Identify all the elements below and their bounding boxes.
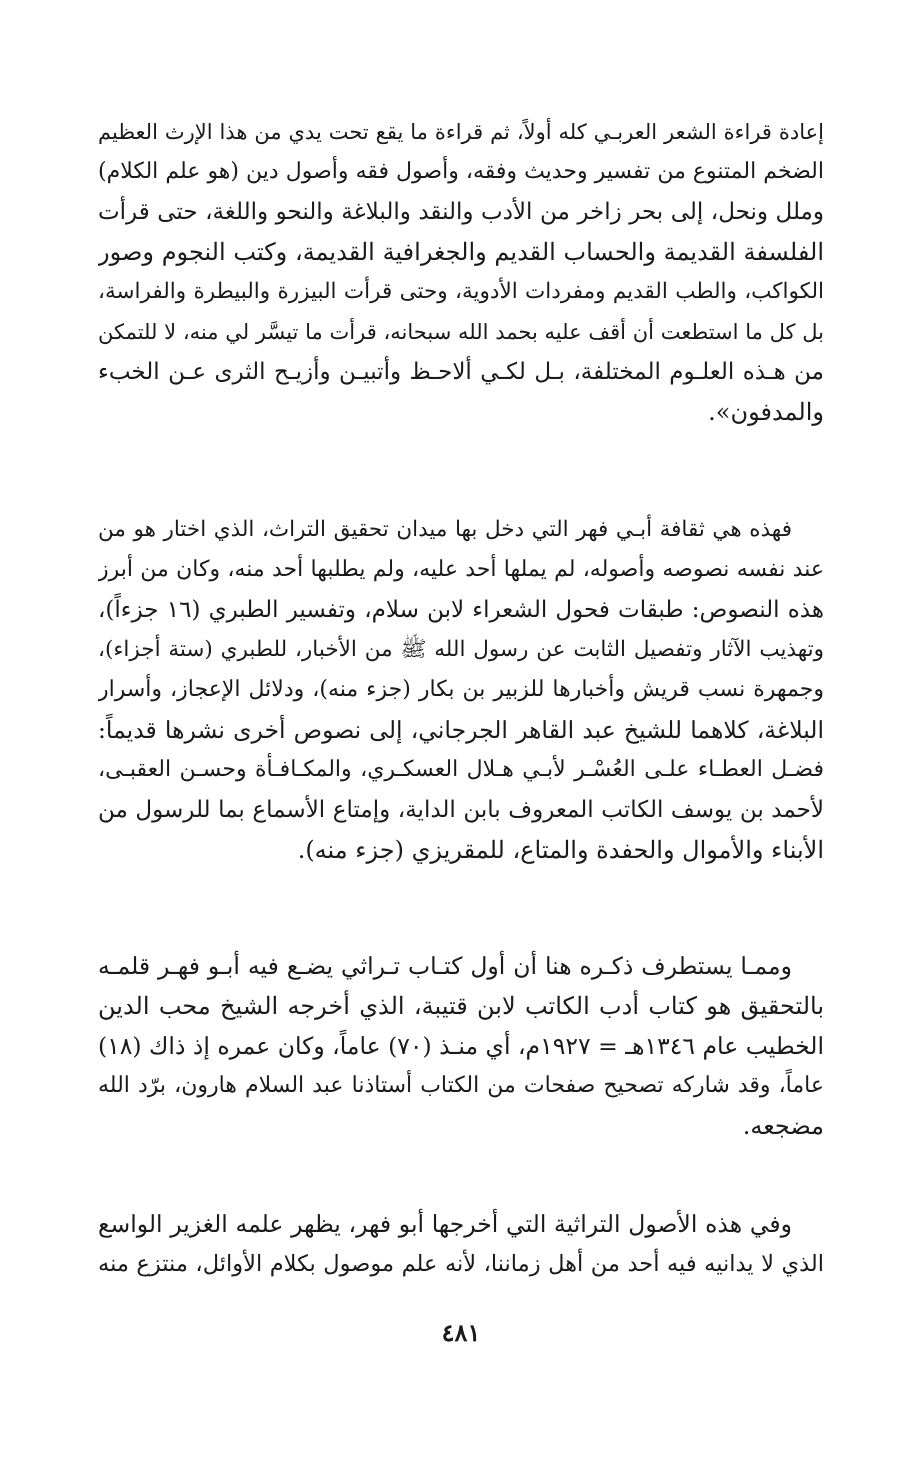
text-line: والمدفون». — [708, 398, 824, 426]
text-line: فهذه هي ثقافة أبـي فهر التي دخل بها ميدان تحقيق التراث، الذي اختار هو من — [98, 517, 792, 542]
text-line: مضجعه. — [742, 1112, 824, 1140]
text-line: وملل ونحل، إلى بحر زاخر من الأدب والنقد والبلاغة والنحو واللغة، حتى قرأت — [98, 199, 824, 225]
text-line: البلاغة، كلاهما للشيخ عبد القاهر الجرجاني، إلى نصوص أخرى نشرها قديماً: — [98, 716, 824, 744]
text-line: لأحمد بن يوسف الكاتب المعروف بابن الداية، وإمتاع الأسماع بما للرسول من — [98, 797, 824, 823]
text-line: بل كل ما استطعت أن أقف عليه بحمد الله سبحانه، قرأت ما تيسَّر لي منه، لا للتمكن — [98, 320, 824, 344]
text-line: هذه النصوص: طبقات فحول الشعراء لابن سلام، وتفسير الطبري (١٦ جزءاً)، — [98, 597, 824, 623]
paragraph-1 — [98, 112, 824, 432]
text-line: الأبناء والأموال والحفدة والمتاع، للمقريزي (جزء منه). — [297, 836, 824, 864]
paragraph-3 — [98, 946, 824, 1146]
paragraph-2 — [98, 510, 824, 870]
text-line: الفلسفة القديمة والحساب القديم والجغرافية القديمة، وكتب النجوم وصور — [98, 238, 824, 266]
text-line: الكواكب، والطب القديم ومفردات الأدوية، وحتى قرأت البيزرة والبيطرة والفراسة، — [98, 279, 824, 304]
text-line: عند نفسه نصوصه وأصوله، لم يملها أحد عليه، ولم يطلبها أحد منه، وكان من أبرز — [98, 557, 824, 582]
page-number: ٤٨١ — [441, 1318, 481, 1347]
text-line: من هـذه العلـوم المختلفة، بـل لكـي ألاحـظ وأتبيـن وأزيـح الثرى عـن الخبء — [98, 359, 824, 385]
text-line: الضخم المتنوع من تفسير وحديث وفقه، وأصول فقه وأصول دين (هو علم الكلام) — [98, 159, 824, 184]
text-line: إعادة قراءة الشعر العربـي كله أولاً، ثم قراءة ما يقع تحت يدي من هذا الإرث العظيم — [98, 120, 824, 144]
text-line: عاماً، وقد شاركه تصحيح صفحات من الكتاب أستاذنا عبد السلام هارون، برّد الله — [98, 1073, 824, 1098]
text-line: الخطيب عام ١٣٤٦هـ = ١٩٢٧م، أي منـذ (٧٠) عاماً، وكان عمره إذ ذاك (١٨) — [98, 1032, 824, 1060]
text-line: وفي هذه الأصول التراثية التي أخرجها أبو فهر، يظهر علمه الغزير الواسع — [98, 1210, 792, 1238]
text-line: وممـا يستطرف ذكـره هنا أن أول كتـاب تـراثي يضـع فيه أبـو فهـر قلمـه — [98, 952, 792, 980]
text-line: بالتحقيق هو كتاب أدب الكاتب لابن قتيبة، الذي أخرجه الشيخ محب الدين — [98, 992, 824, 1020]
paragraph-4 — [98, 1204, 824, 1284]
text-line: فضـل العطـاء علـى العُسْـر لأبـي هـلال العسكـري، والمكـافـأة وحسـن العقبـى، — [98, 757, 824, 782]
text-line: وتهذيب الآثار وتفصيل الثابت عن رسول الله ﷺ من الأخبار، للطبري (ستة أجزاء)، — [98, 637, 824, 662]
text-line: الذي لا يدانيه فيه أحد من أهل زماننا، لأنه علم موصول بكلام الأوائل، منتزع منه — [98, 1251, 824, 1277]
text-line: وجمهرة نسب قريش وأخبارها للزبير بن بكار (جزء منه)، ودلائل الإعجاز، وأسرار — [98, 677, 824, 702]
